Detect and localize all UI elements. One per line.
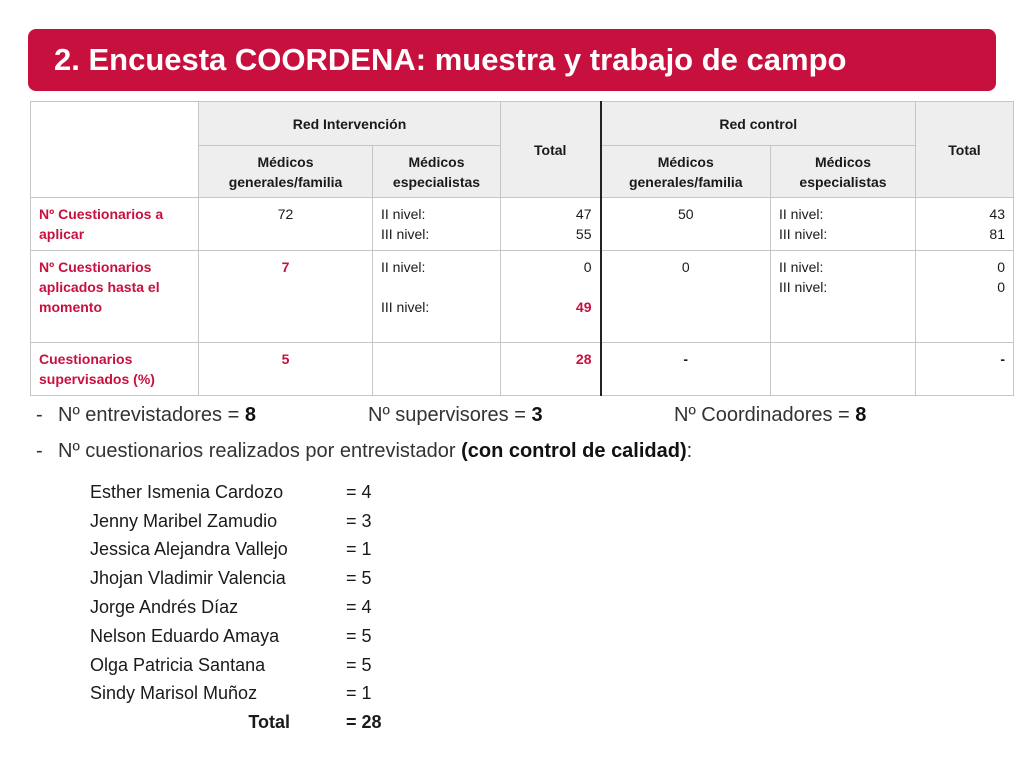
cell-line: 0: [997, 279, 1005, 295]
list-item: [90, 564, 382, 593]
coordinadores-text: Nº Coordinadores = 8: [674, 404, 867, 426]
table-corner: [31, 102, 199, 198]
interviewer-name: Jorge Andrés Díaz: [90, 597, 239, 618]
cell-line: 47: [575, 206, 592, 222]
header-total-intervencion: Total: [501, 102, 601, 198]
entrevistadores-text: Nº entrevistadores = 8: [58, 404, 256, 426]
cell-line: 43: [989, 206, 1005, 222]
cuestionarios-text: Nº cuestionarios realizados por entrevistador (con control de calidad):: [58, 440, 693, 462]
cell-line: 55: [575, 226, 592, 242]
summary-bullets: [36, 404, 996, 476]
cell-line: III nivel:: [381, 226, 430, 242]
header-ctl-generales: Médicos generales/familia: [601, 146, 771, 198]
table-row: [31, 251, 1014, 343]
cell-int-total: 28: [501, 343, 601, 396]
list-item: [90, 507, 382, 536]
cell-ctl-total: -: [916, 343, 1014, 396]
interviewer-total-row: [90, 708, 382, 737]
cell-line: 49: [575, 299, 592, 315]
cell-line: II nivel:: [779, 259, 824, 275]
row-label-a-aplicar: Nº Cuestionarios a aplicar: [31, 198, 199, 251]
table-row: [31, 343, 1014, 396]
header-red-control: Red control: [601, 102, 916, 146]
cell-int-generales: 7: [199, 251, 373, 343]
total-value: = 28: [346, 712, 382, 733]
header-total-control: Total: [916, 102, 1014, 198]
cell-ctl-especialistas: [771, 251, 916, 343]
interviewer-count: = 5: [346, 654, 372, 675]
cell-int-total: [501, 251, 601, 343]
cell-ctl-generales: 50: [601, 198, 771, 251]
list-item: [90, 651, 382, 680]
list-item: [90, 680, 382, 709]
cell-ctl-generales: 0: [601, 251, 771, 343]
cell-line: 81: [989, 226, 1005, 242]
interviewer-count: = 1: [346, 539, 372, 560]
cell-line: II nivel:: [779, 206, 824, 222]
list-item: [90, 593, 382, 622]
interviewer-count: = 5: [346, 568, 372, 589]
row-label-supervisados: Cuestionarios supervisados (%): [31, 343, 199, 396]
bullet-dash: -: [36, 404, 43, 426]
interviewer-count: = 3: [346, 510, 372, 531]
cell-int-generales: 5: [199, 343, 373, 396]
cell-ctl-especialistas: [771, 343, 916, 396]
interviewer-count: = 1: [346, 683, 372, 704]
cell-ctl-especialistas: [771, 198, 916, 251]
interviewer-name: Esther Ismenia Cardozo: [90, 481, 284, 502]
title-banner: [28, 29, 996, 91]
list-item: [90, 622, 382, 651]
cell-ctl-generales: -: [601, 343, 771, 396]
bullet-cuestionarios: [36, 440, 996, 476]
interviewer-name: Jhojan Vladimir Valencia: [90, 568, 286, 589]
interviewer-name: Nelson Eduardo Amaya: [90, 625, 280, 646]
cell-int-generales: 72: [199, 198, 373, 251]
page-title: 2. Encuesta COORDENA: muestra y trabajo de campo: [54, 42, 847, 77]
supervisores-text: Nº supervisores = 3: [368, 404, 543, 426]
cell-ctl-total: [916, 251, 1014, 343]
header-int-especialistas: Médicos especialistas: [373, 146, 501, 198]
header-red-intervencion: Red Intervención: [199, 102, 501, 146]
header-ctl-especialistas: Médicos especialistas: [771, 146, 916, 198]
cell-line: II nivel:: [381, 259, 426, 275]
interviewer-list: [90, 478, 382, 737]
cell-int-especialistas: [373, 251, 501, 343]
interviewer-name: Jenny Maribel Zamudio: [90, 510, 278, 531]
cell-line: III nivel:: [779, 226, 828, 242]
interviewer-count: = 5: [346, 625, 372, 646]
total-label: Total: [248, 712, 290, 733]
survey-table: [30, 101, 1014, 396]
interviewer-name: Olga Patricia Santana: [90, 654, 266, 675]
list-item: [90, 478, 382, 507]
cell-line: 0: [997, 259, 1005, 275]
interviewer-name: Sindy Marisol Muñoz: [90, 683, 258, 704]
cell-ctl-total: [916, 198, 1014, 251]
header-int-generales: Médicos generales/familia: [199, 146, 373, 198]
bullet-staff: [36, 404, 996, 440]
cell-line: III nivel:: [779, 279, 828, 295]
interviewer-count: = 4: [346, 597, 372, 618]
list-item: [90, 536, 382, 565]
cell-int-especialistas: [373, 198, 501, 251]
bullet-dash: -: [36, 440, 43, 462]
interviewer-name: Jessica Alejandra Vallejo: [90, 539, 288, 560]
cell-line: 0: [583, 259, 592, 275]
cell-int-total: [501, 198, 601, 251]
cell-line: II nivel:: [381, 206, 426, 222]
table-row: [31, 198, 1014, 251]
cell-line: III nivel:: [381, 299, 430, 315]
row-label-aplicados: Nº Cuestionarios aplicados hasta el momento: [31, 251, 199, 343]
interviewer-count: = 4: [346, 481, 372, 502]
cell-int-especialistas: [373, 343, 501, 396]
